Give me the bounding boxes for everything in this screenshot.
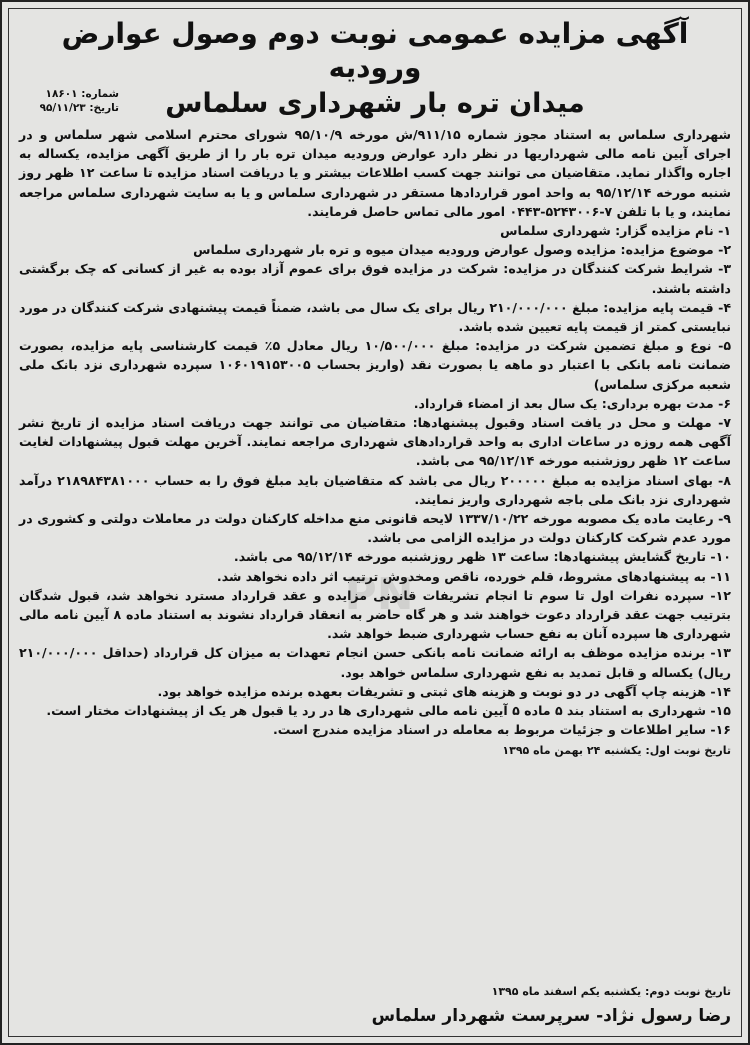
- notice-item: ۶- مدت بهره برداری: یک سال بعد از امضاء قرارداد.: [413, 395, 731, 411]
- notice-item: ۷- مهلت و محل در یافت اسناد وقبول پیشنهادها: متقاضیان می توانند جهت دریافت اسناد مزایده از تاریخ نشر آگهی همه روزه در ساعات اداری به واحد قراردادهای شهرداری مراجعه نمایند. آخرین مهلت قبول پیشنهادات لغایت ساعت ۱۲ ظهر روزشنبه مورخه ۹۵/۱۲/۱۴ می باشد.: [19, 415, 731, 469]
- notice-title: آگهی مزایده عمومی نوبت دوم وصول عوارض ورودیه: [61, 17, 689, 84]
- notice-items: [19, 221, 731, 739]
- notice-item: ۴- قیمت پایه مزایده: مبلغ ۲۱۰/۰۰۰/۰۰۰ ریال برای یک سال می باشد، ضمناً قیمت پیشنهادی شرکت کنندگان در مورد نبایستی کمتر از قیمت پایه تعیین شده باشد.: [19, 299, 731, 335]
- auction-notice: [8, 8, 742, 1037]
- publish-date-second: تاریخ نوبت دوم: یکشنبه یکم اسفند ماه ۱۳۹۵: [491, 985, 731, 998]
- notice-item: ۸- بهای اسناد مزایده به مبلغ ۲۰۰۰۰۰ ریال می باشد که متقاضیان باید مبلغ فوق را به حساب ۲۱۸۹۸۴۳۸۱۰۰۰ درآمد شهرداری نزد بانک ملی باجه شهرداری واریز نمایند.: [19, 472, 731, 507]
- notice-item: ۱۳- برنده مزایده موظف به ارائه ضمانت نامه بانکی حسن انجام تعهدات به میزان کل قرارداد (حداقل ۲۱۰/۰۰۰/۰۰۰ ریال) یکساله و قابل تمدید به نفع شهرداری سلماس خواهد بود.: [19, 645, 731, 680]
- notice-item: ۱۶- سایر اطلاعات و جزئیات مربوط به معامله در اسناد مزایده مندرج است.: [272, 722, 731, 738]
- notice-item: ۱- نام مزایده گزار: شهرداری سلماس: [500, 223, 731, 239]
- notice-subtitle: میدان تره بار شهرداری سلماس: [165, 88, 585, 119]
- notice-item: ۱۰- تاریخ گشایش پیشنهادها: ساعت ۱۳ ظهر روزشنبه مورخه ۹۵/۱۲/۱۴ می باشد.: [233, 549, 731, 565]
- notice-number: شماره: ۱۸۶۰۱: [45, 88, 119, 100]
- notice-item: ۱۲- سپرده نفرات اول تا سوم تا انجام تشریفات قانونی مزایده و عقد قرارداد مسترد نخواهد شد، قبول شدگان بترتیب جهت عقد قرارداد دعوت خواهند شد و هر گاه حاضر به انعقاد قرارداد نشوند به استناد ماده ۸ آیین نامه مالی شهرداری ها سپرده آنان به نفع حساب شهرداری ضبط خواهد شد.: [19, 587, 731, 642]
- notice-item: ۹- رعایت ماده یک مصوبه مورخه ۱۳۳۷/۱۰/۲۲ لایحه قانونی منع مداخله کارکنان دولت در معاملات دولتی و کشوری در مورد عدم شرکت کارکنان دولت در مزایده الزامی می باشد.: [19, 511, 731, 546]
- notice-intro: شهرداری سلماس به استناد مجوز شماره ۹۱۱/۱۵/ش مورخه ۹۵/۱۰/۹ شورای محترم اسلامی شهر سلماس و در اجرای آیین نامه مالی شهرداریها در نظر دارد عوارض ورودیه میدان تره بار را از طریق آگهی مزایده، یکساله به اجاره واگذار نماید. متقاضیان می توانند جهت کسب اطلاعات بیشتر و یا دریافت اسناد مزایده تا ساعت ۱۲ ظهر روز شنبه مورخه ۹۵/۱۲/۱۴ به واحد امور قراردادها مستقر در شهرداری سلماس و یا به سایت شهرداری سلماس مراجعه نمایند، و یا با تلفن ۷-۵۲۴۳۰۰۶-۰۴۴۳ امور مالی تماس حاصل فرمایند.: [19, 127, 732, 219]
- notice-item: ۲- موضوع مزایده: مزایده وصول عوارض ورودیه میدان میوه و تره بار شهرداری سلماس: [193, 242, 731, 258]
- publish-date-first: تاریخ نوبت اول: یکشنبه ۲۴ بهمن ماه ۱۳۹۵: [502, 743, 731, 757]
- title-row: [19, 85, 731, 125]
- notice-item: ۵- نوع و مبلغ تضمین شرکت در مزایده: مبلغ ۱۰/۵۰۰/۰۰۰ ریال معادل ۵٪ قیمت کارشناسی پایه مزایده، بصورت ضمانت نامه بانکی با اعتبار دو ماهه یا بصورت نقد (واریز بحساب ۱۰۶۰۱۹۱۵۳۰۰۵ سپرده شهرداری نزد بانک ملی شعبه مرکزی سلماس): [19, 338, 732, 392]
- signature: رضا رسول نژاد- سرپرست شهردار سلماس: [371, 1006, 731, 1026]
- svg-text:PN: PN: [344, 569, 414, 620]
- notice-item: ۱۴- هزینه چاپ آگهی در دو نوبت و هزینه های ثبتی و تشریفات بعهده برنده مزایده خواهد بود.: [157, 683, 731, 699]
- notice-item: ۳- شرایط شرکت کنندگان در مزایده: شرکت در مزایده فوق برای عموم آزاد بوده به غیر از کسانی که چک برگشتی داشته باشند.: [19, 261, 731, 296]
- notice-item: ۱۵- شهرداری به استناد بند ۵ ماده ۵ آیین نامه مالی شهرداری ها در رد یا قبول هر یک از پیشنهادات مختار است.: [46, 703, 731, 719]
- notice-date: تاریخ: ۹۵/۱۱/۲۳: [39, 102, 119, 114]
- notice-meta: [19, 87, 119, 115]
- signature-line: [19, 1004, 731, 1028]
- notice-item: ۱۱- به پیشنهادهای مشروط، قلم خورده، ناقص ومخدوش ترتیب اثر داده نخواهد شد.: [216, 568, 731, 584]
